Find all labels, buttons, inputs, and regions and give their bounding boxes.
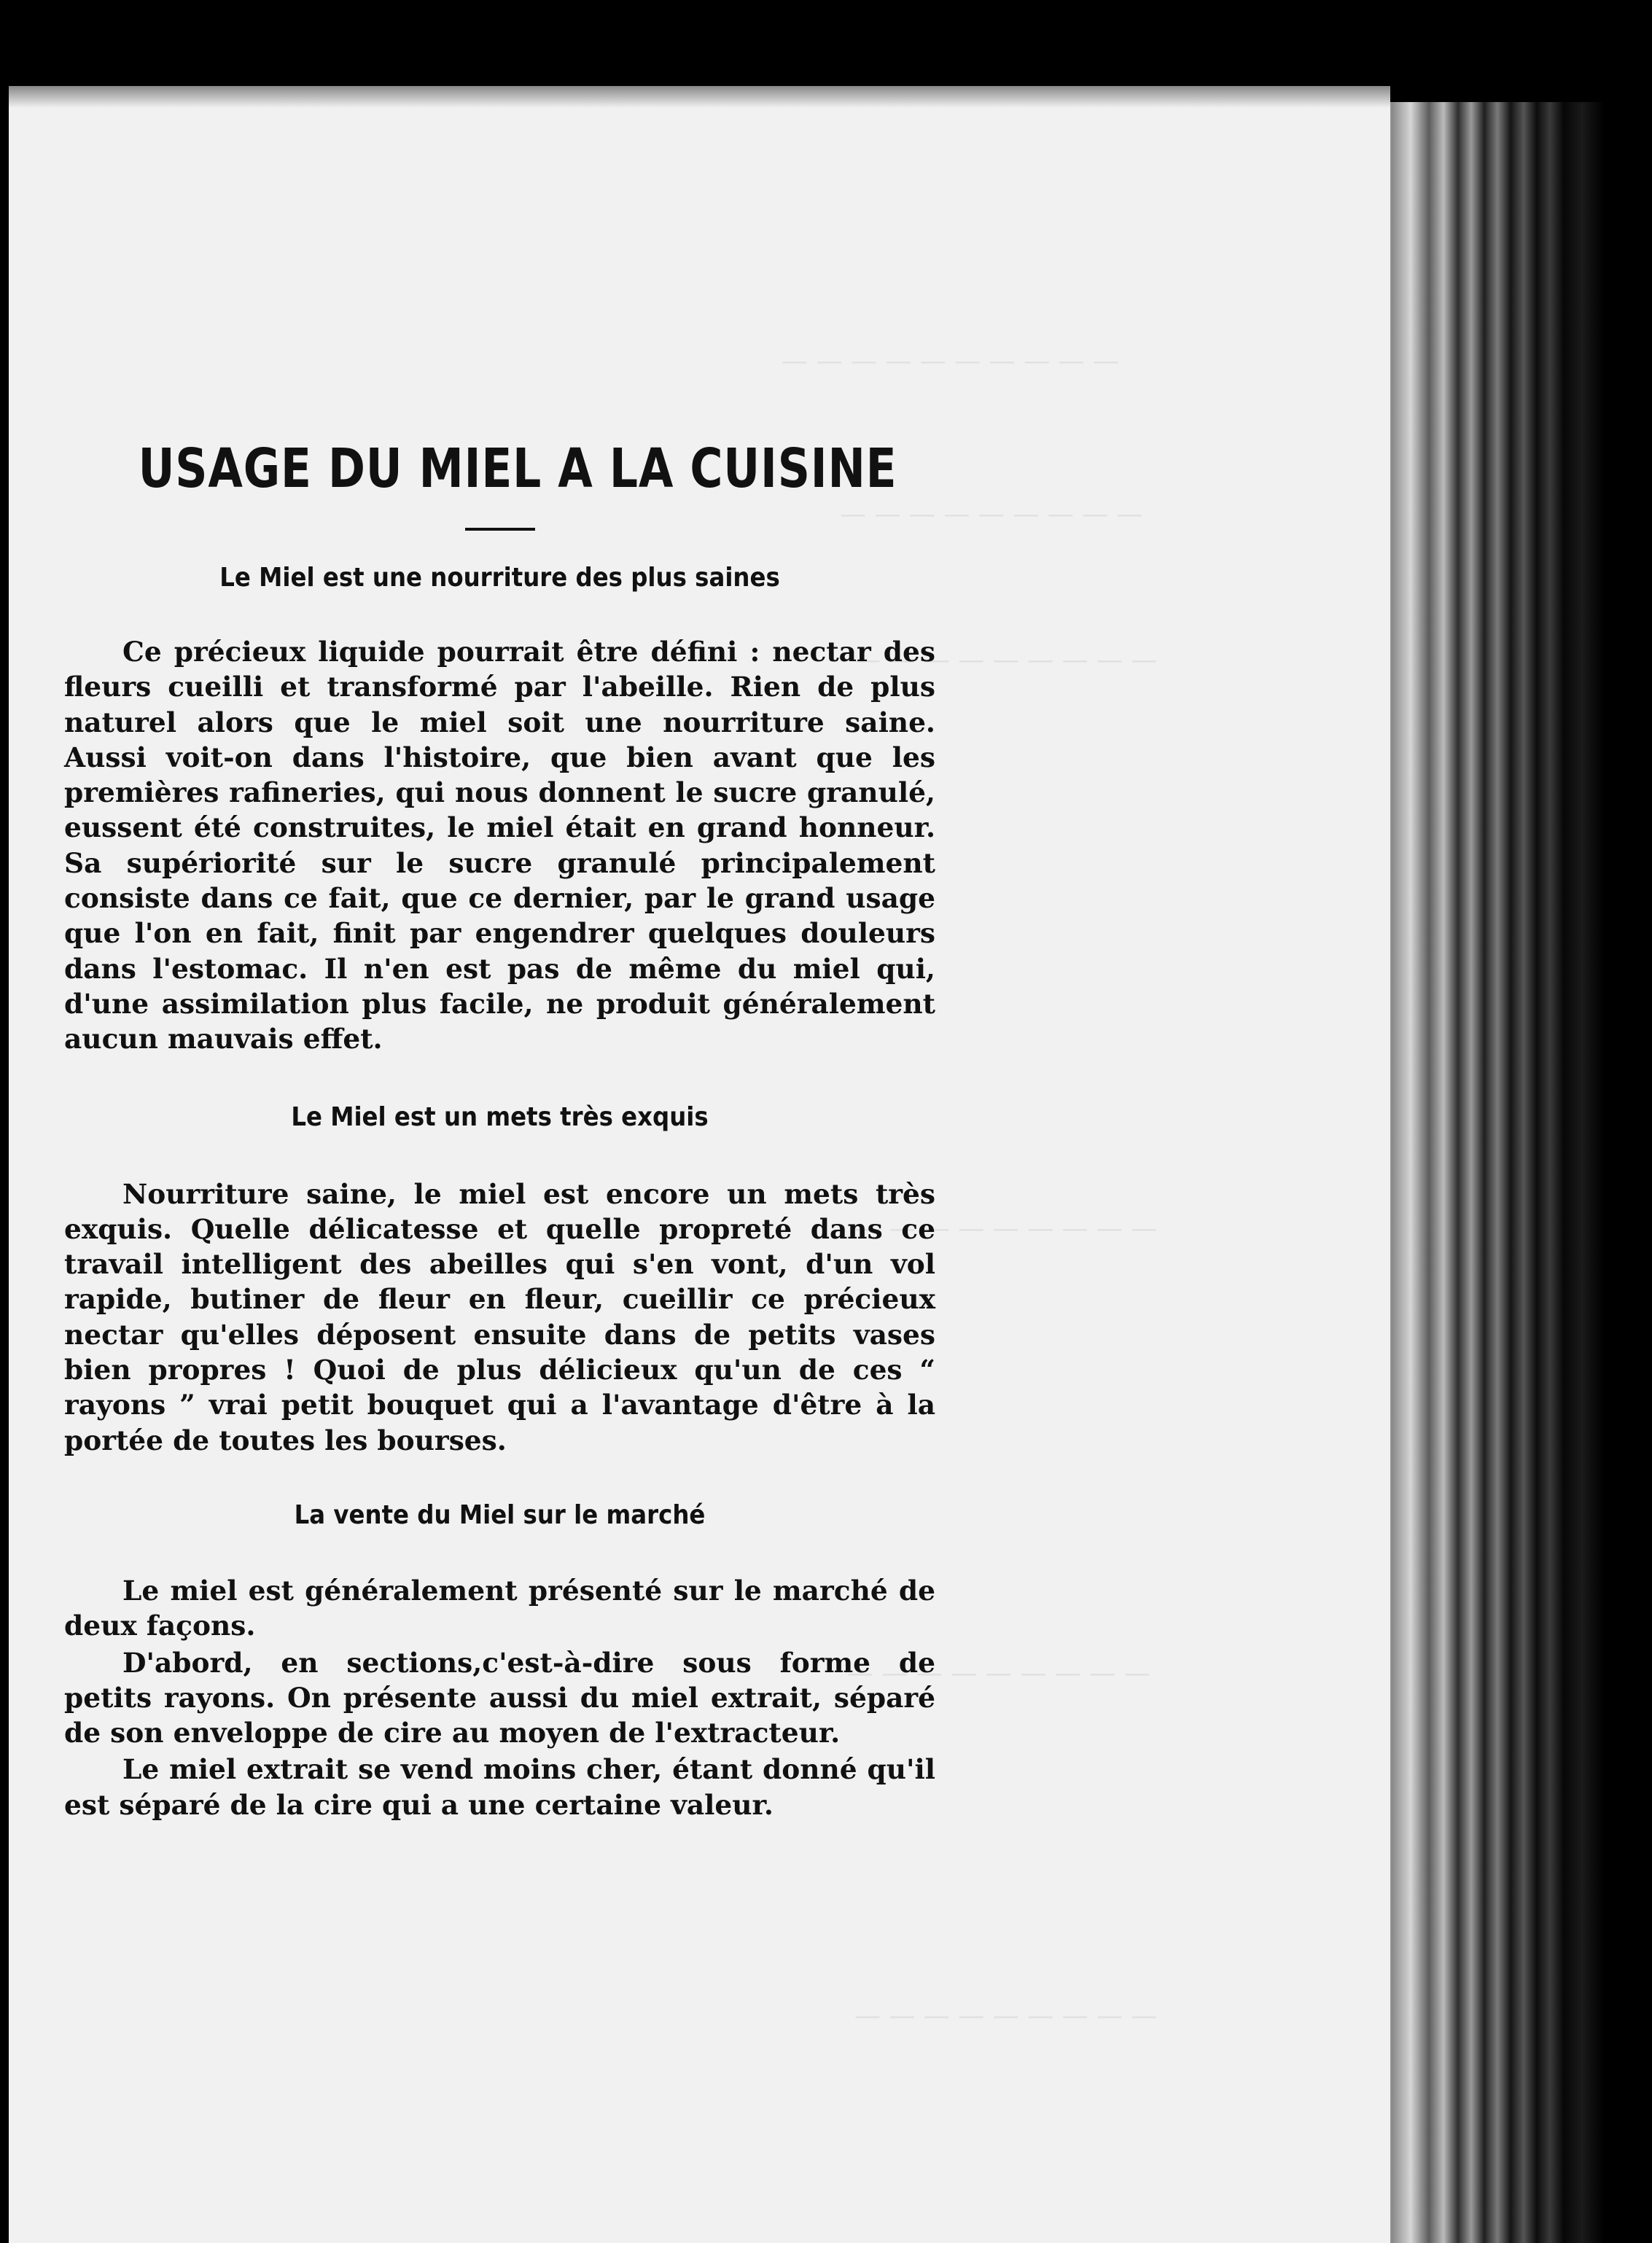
bleed-through-texture: — — — — — — — — — bbox=[847, 1658, 1150, 1688]
section-heading: Le Miel est une nourriture des plus saines bbox=[219, 563, 780, 593]
title-rule bbox=[465, 528, 535, 531]
bleed-through-texture: — — — — — — — — — bbox=[854, 1214, 1158, 1244]
bleed-through-texture: — — — — — — — — — bbox=[854, 2001, 1158, 2031]
section-heading: La vente du Miel sur le marché bbox=[294, 1499, 706, 1530]
page-top-shadow bbox=[9, 86, 1390, 108]
section-heading: Le Miel est un mets très exquis bbox=[291, 1101, 709, 1132]
bleed-through-texture: — — — — — — — — — bbox=[854, 645, 1158, 675]
bleed-through-texture: — — — — — — — — — bbox=[840, 499, 1143, 529]
bleed-through-texture: — — — — — — — — — — bbox=[782, 346, 1119, 376]
body-paragraph: Ce précieux liquide pourrait être défini : nectar des fleurs cueilli et transformé par l'abeille. Rien de plus naturel alors que le miel soit une nourriture saine. Aussi voit-on dans l'histoire, que bien avant que les premières rafineries, qui nous donnent le sucre granulé, eussent été construites, le miel était en grand honneur. Sa supériorité sur le sucre granulé principalement consiste dans ce fait, que ce dernier, par le grand usage que l'on en fait, finit par engendrer quelques douleurs dans l'estomac. Il n'en est pas de même du miel qui, d'une assimilation plus facile, ne produit généralement aucun mauvais effet. bbox=[64, 636, 935, 1056]
body-paragraph: Le miel est généralement présenté sur le marché de deux façons. bbox=[64, 1574, 935, 1642]
body-paragraph: Le miel extrait se vend moins cher, étant donné qu'il est séparé de la cire qui a une certaine valeur. bbox=[64, 1753, 935, 1821]
body-paragraph: Nourriture saine, le miel est encore un mets très exquis. Quelle délicatesse et quelle propreté dans ce travail intelligent des abeilles qui s'en vont, d'un vol rapide, butiner de fleur en fleur, cueillir ce précieux nectar qu'elles déposent ensuite dans de petits vases bien propres ! Quoi de plus délicieux qu'un de ces “ rayons ” vrai petit bouquet qui a l'avantage d'être à la portée de toutes les bourses. bbox=[64, 1177, 935, 1456]
page-content bbox=[64, 437, 935, 1822]
page-title: USAGE DU MIEL A LA CUISINE bbox=[138, 437, 897, 500]
body-paragraph: D'abord, en sections,c'est-à-dire sous forme de petits rayons. On présente aussi du miel extrait, séparé de son enveloppe de cire au moyen de l'extracteur. bbox=[64, 1646, 935, 1749]
